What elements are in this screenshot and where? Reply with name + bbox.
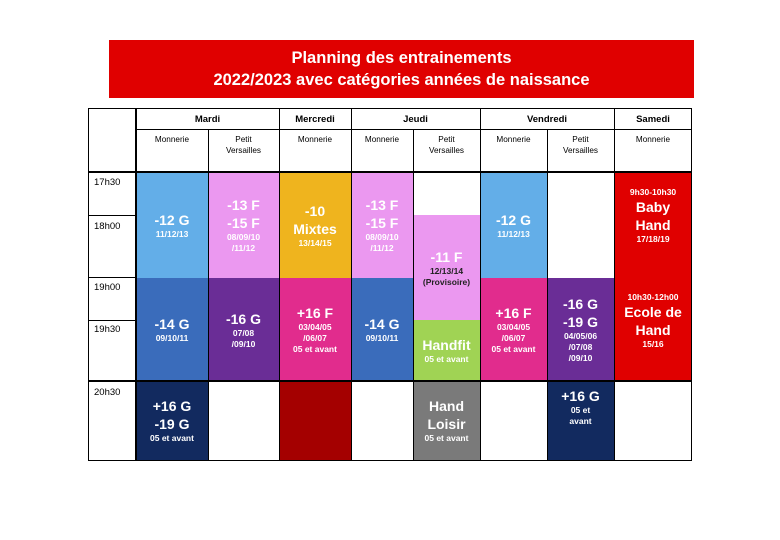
session-category: Loisir [427, 416, 466, 432]
session-category: -12 G [495, 211, 531, 228]
session-category: +16 F [495, 305, 532, 321]
session-years: 11/12/13 [497, 228, 530, 239]
session-years: 03/04/05 [496, 322, 531, 332]
time-label-1800: 18h00 [94, 221, 121, 232]
session-category: Baby [635, 199, 671, 215]
venue-header-mardi-monnerie: Monnerie [154, 135, 190, 144]
session-years: 04/05/06 [563, 331, 598, 341]
session-jeudi-pv-11f [413, 215, 480, 320]
session-years: 09/10/11 [155, 333, 189, 343]
session-category: -12 G [154, 211, 190, 228]
session-vendredi-monnerie-12g [480, 172, 547, 278]
grid-line [88, 108, 89, 461]
session-years: /06/07 [501, 333, 526, 343]
session-category: -16 G [225, 310, 261, 327]
session-vendredi-monnerie-16f [480, 278, 547, 381]
session-category: -19 G [154, 416, 190, 432]
session-years: 08/09/10 [365, 232, 399, 242]
session-time: 9h30-10h30 [629, 187, 677, 197]
session-mercredi-16f [279, 278, 351, 381]
grid-line [88, 171, 692, 173]
session-years: /09/10 [568, 353, 593, 363]
day-header-samedi: Samedi [636, 114, 670, 125]
session-years: 05 et avant [424, 354, 469, 364]
session-years: 05 et [570, 405, 591, 415]
session-category: -13 F [227, 197, 260, 213]
session-years: 12/13/14 [429, 265, 464, 276]
session-mardi-pv-13f-15f [208, 172, 279, 278]
session-category: -15 F [227, 215, 260, 231]
session-mardi-monnerie-16g-19g [136, 381, 208, 460]
session-vendredi-pv-16g-19g [547, 278, 614, 381]
day-header-jeudi: Jeudi [403, 114, 428, 125]
venue-header-vendredi-petit-versailles: Petit Versailles [562, 135, 599, 155]
grid-line [691, 108, 692, 461]
session-years: /07/08 [568, 342, 593, 352]
session-years: /06/07 [303, 333, 327, 343]
session-category: -19 G [562, 314, 598, 330]
session-mardi-pv-16g [208, 278, 279, 381]
grid-line [279, 108, 280, 461]
grid-line [614, 108, 615, 461]
session-category: Ecole de [624, 303, 682, 320]
session-category: -15 F [365, 215, 399, 231]
title-line-2: 2022/2023 avec catégories années de naissance [213, 71, 590, 89]
session-years: 08/09/10 [226, 232, 261, 242]
day-header-mercredi: Mercredi [295, 114, 335, 125]
session-category: -11 F [430, 248, 463, 265]
venue-header-mardi-petit-versailles: Petit Versailles [225, 135, 262, 155]
session-category: -13 F [365, 197, 399, 213]
time-label-1930: 19h30 [94, 324, 121, 335]
session-years: 05 et avant [424, 433, 469, 443]
session-mardi-monnerie-14g [136, 278, 208, 381]
venue-header-samedi-monnerie: Monnerie [635, 135, 671, 144]
venue-header-jeudi-petit-versailles: Petit Versailles [428, 135, 465, 155]
session-years: 05 et avant [293, 344, 337, 354]
title-line-1: Planning des entrainements [291, 49, 512, 67]
session-years: 05 et avant [491, 344, 536, 354]
session-years: 07/08 [232, 327, 255, 338]
time-label-1730: 17h30 [94, 177, 121, 188]
venue-header-mercredi-monnerie: Monnerie [297, 135, 333, 144]
day-header-vendredi: Vendredi [526, 114, 568, 125]
session-years: 15/16 [642, 338, 664, 349]
grid-line [88, 108, 692, 109]
session-mercredi-10-mixtes [279, 172, 351, 278]
session-years: 17/18/19 [636, 234, 670, 244]
session-time: 10h30-12h00 [627, 291, 679, 302]
session-jeudi-pv-handfit [413, 320, 480, 381]
session-category: Hand [635, 217, 671, 233]
session-note: (Provisoire) [422, 276, 471, 287]
session-category: -16 G [562, 296, 598, 312]
grid-line [88, 460, 692, 461]
grid-line [136, 129, 692, 130]
session-years: 05 et avant [150, 433, 194, 443]
grid-line [88, 320, 136, 321]
session-years: /11/12 [231, 243, 256, 253]
grid-line [547, 129, 548, 461]
session-category: +16 G [561, 388, 600, 404]
session-category: Hand [429, 398, 464, 414]
session-years: 11/12/13 [155, 228, 189, 239]
grid-line [480, 108, 481, 461]
session-category: +16 F [296, 305, 334, 321]
session-mercredi-dark-red [279, 381, 351, 460]
session-category: -10 [304, 202, 326, 219]
session-category: -14 G [154, 316, 190, 332]
day-header-mardi: Mardi [194, 114, 221, 125]
session-category: -14 G [364, 316, 400, 332]
session-years: 03/04/05 [298, 322, 332, 332]
grid-line [413, 129, 414, 461]
venue-header-jeudi-monnerie: Monnerie [364, 135, 400, 144]
session-years: /11/12 [370, 243, 394, 253]
session-samedi-baby-hand [614, 172, 692, 260]
session-years: 13/14/15 [298, 237, 332, 248]
session-mardi-monnerie-12g [136, 172, 208, 278]
time-label-1900: 19h00 [94, 282, 121, 293]
session-samedi-ecole-de-hand [614, 260, 692, 381]
grid-line [88, 215, 136, 216]
session-vendredi-pv-16g [547, 381, 614, 460]
session-category: Mixtes [293, 220, 337, 237]
session-years: 09/10/11 [365, 333, 399, 343]
session-category: Hand [635, 321, 671, 338]
grid-line [88, 380, 692, 382]
session-category: +16 G [152, 398, 192, 414]
session-years: avant [569, 416, 592, 426]
grid-line [351, 108, 352, 461]
session-years: /09/10 [231, 338, 256, 349]
time-label-2030: 20h30 [94, 387, 121, 398]
venue-header-vendredi-monnerie: Monnerie [496, 135, 531, 144]
grid-line [135, 108, 137, 461]
session-jeudi-monnerie-13f-15f [351, 172, 413, 278]
grid-line [88, 277, 136, 278]
session-jeudi-pv-hand-loisir [413, 381, 480, 460]
session-category: Handfit [422, 337, 471, 353]
session-jeudi-monnerie-14g [351, 278, 413, 381]
grid-line [208, 129, 209, 461]
